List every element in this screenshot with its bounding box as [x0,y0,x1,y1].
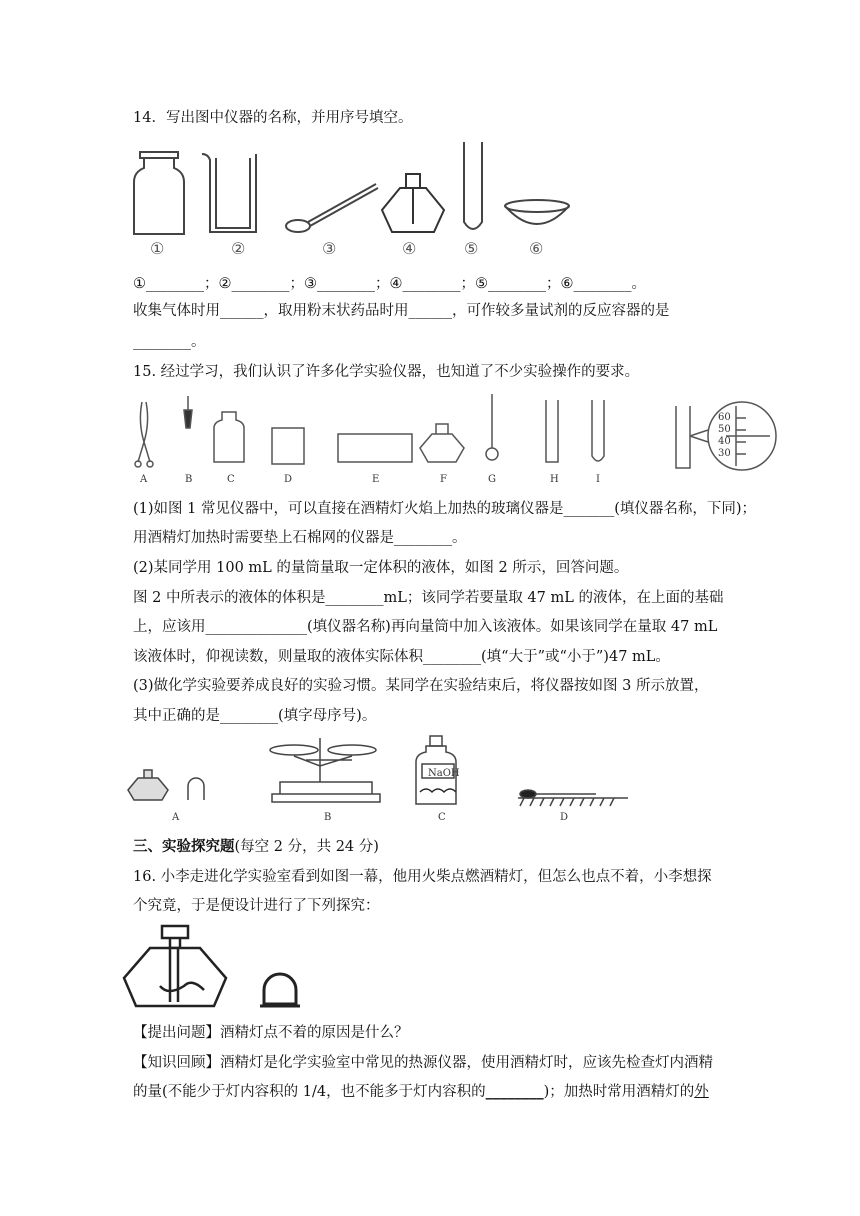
alcohol-lamp-icon [382,174,444,232]
q16-ask [133,1021,409,1042]
gas-bottle-icon [134,152,184,234]
fig-label: ④ [402,239,417,258]
ask-tag: 【提出问题】 [133,1025,220,1041]
q15-p2a: (2)某同学用 100 mL 的量筒量取一定体积的液体，如图 2 所示，回答问题。 [133,560,629,576]
cylinder-reading-icon [676,406,690,468]
svg-text:I: I [596,474,600,485]
q14-line2: 收集气体时用______，取用粉末状药品时用______，可作较多量试剂的反应容器的是 [133,303,670,319]
q15-figure1 [130,392,790,487]
medicine-spoon-icon [286,184,378,232]
trough-icon [338,434,412,462]
q16-review [133,1051,713,1072]
q15-title: 15. 经过学习，我们认识了许多化学实验仪器，也知道了不少实验操作的要求。 [133,364,640,380]
svg-text:50: 50 [718,424,731,435]
ask-text: 酒精灯点不着的原因是什么？ [220,1025,409,1041]
p5-blank: ________ [485,1083,544,1100]
lamp-cap-icon [188,778,204,800]
balance-icon [270,738,380,802]
crucible-tongs-icon [138,402,150,462]
lamp-uncapped-icon [128,770,168,800]
evaporating-dish-icon [505,200,569,224]
q14-blanks: ①________；②________；③________；④________；⑤________；⑥________。 [133,276,646,292]
svg-text:E: E [372,474,380,485]
test-tube-small-icon [592,400,604,461]
svg-text:C: C [227,474,235,485]
graduated-cylinder-icon [546,400,558,462]
p5-a: 的量(不能少于灯内容积的 1/4，也不能多于灯内容积的 [133,1084,486,1100]
section3-title: 三、实验探究题 [133,838,235,855]
q15-p2c: 上，应该用______________(填仪器名称)再向量筒中加入该液体。如果该同学在量取 47 mL [133,619,718,635]
review-tag: 【知识回顾】 [133,1055,220,1071]
q16-figure [130,922,310,1012]
naoh-label: NaOH [428,768,460,779]
svg-text:F: F [440,474,447,485]
svg-text:D: D [560,812,569,823]
small-beaker-icon [272,428,304,464]
q16-p2: 个究竟，于是便设计进行了下列探究： [133,898,380,914]
svg-text:A: A [140,474,148,485]
p5-end: 外 [694,1084,709,1100]
q15-figure3 [130,730,630,825]
svg-text:B: B [324,812,332,823]
svg-text:B: B [185,474,193,485]
svg-text:C: C [438,812,446,823]
svg-text:D: D [284,474,293,485]
q16-p5 [133,1080,709,1101]
svg-text:A: A [172,812,180,823]
q15-p1a: (1)如图 1 常见仪器中，可以直接在酒精灯火焰上加热的玻璃仪器是_______(填仪器名称，下同)； [133,501,757,517]
q15-p3a: (3)做化学实验要养成良好的实验习惯。某同学在实验结束后，将仪器按如图 3 所示放置， [133,678,709,694]
fig-label: ② [231,239,246,258]
svg-text:40: 40 [718,436,731,447]
dropper-icon [184,396,192,428]
alcohol-lamp-large-icon [124,926,226,1006]
review-text: 酒精灯是化学实验室中常见的热源仪器，使用酒精灯时，应该先检查灯内酒精 [220,1055,713,1071]
alcohol-lamp-small-icon [420,424,464,462]
q15-p3b: 其中正确的是________(填字母序号)。 [133,708,377,724]
fig3-labels [171,812,568,823]
q15-p1b: 用酒精灯加热时需要垫上石棉网的仪器是________。 [133,530,467,546]
q14-figure [130,148,590,263]
fig1-labels [139,474,600,485]
beaker-icon [202,154,256,232]
q16-p1: 16. 小李走进化学实验室看到如图一幕，他用火柴点燃酒精灯，但怎么也点不着，小李想探 [133,869,712,885]
p5-b: )；加热时常用酒精灯的 [543,1084,695,1100]
section3-heading [133,835,379,856]
svg-text:60: 60 [718,412,731,423]
fig-label: ⑤ [464,239,479,258]
q14-line3: ________。 [133,334,206,350]
svg-text:H: H [550,474,559,485]
fig-label: ① [150,239,165,258]
test-tube-icon [464,142,482,229]
q14-figure-labels [150,239,543,258]
section3-note: (每空 2 分，共 24 分) [234,839,379,855]
svg-text:30: 30 [718,448,731,459]
fig-label: ③ [322,239,337,258]
narrow-bottle-icon [214,412,244,462]
q14-title: 14．写出图中仪器的名称，并用序号填空。 [133,110,413,126]
spoon-icon [486,394,498,460]
q15-p2d: 该液体时，仰视读数，则量取的液体实际体积________(填“大于”或“小于”)47 mL。 [133,649,670,665]
svg-text:G: G [488,474,496,485]
lamp-cap-large-icon [260,974,300,1006]
dropper-on-table-icon [518,790,628,806]
q15-p2b: 图 2 中所表示的液体的体积是________mL；该同学若要量取 47 mL 的液体，在上面的基础 [133,590,724,606]
fig1-scale-labels [718,412,731,459]
fig-label: ⑥ [529,239,544,258]
